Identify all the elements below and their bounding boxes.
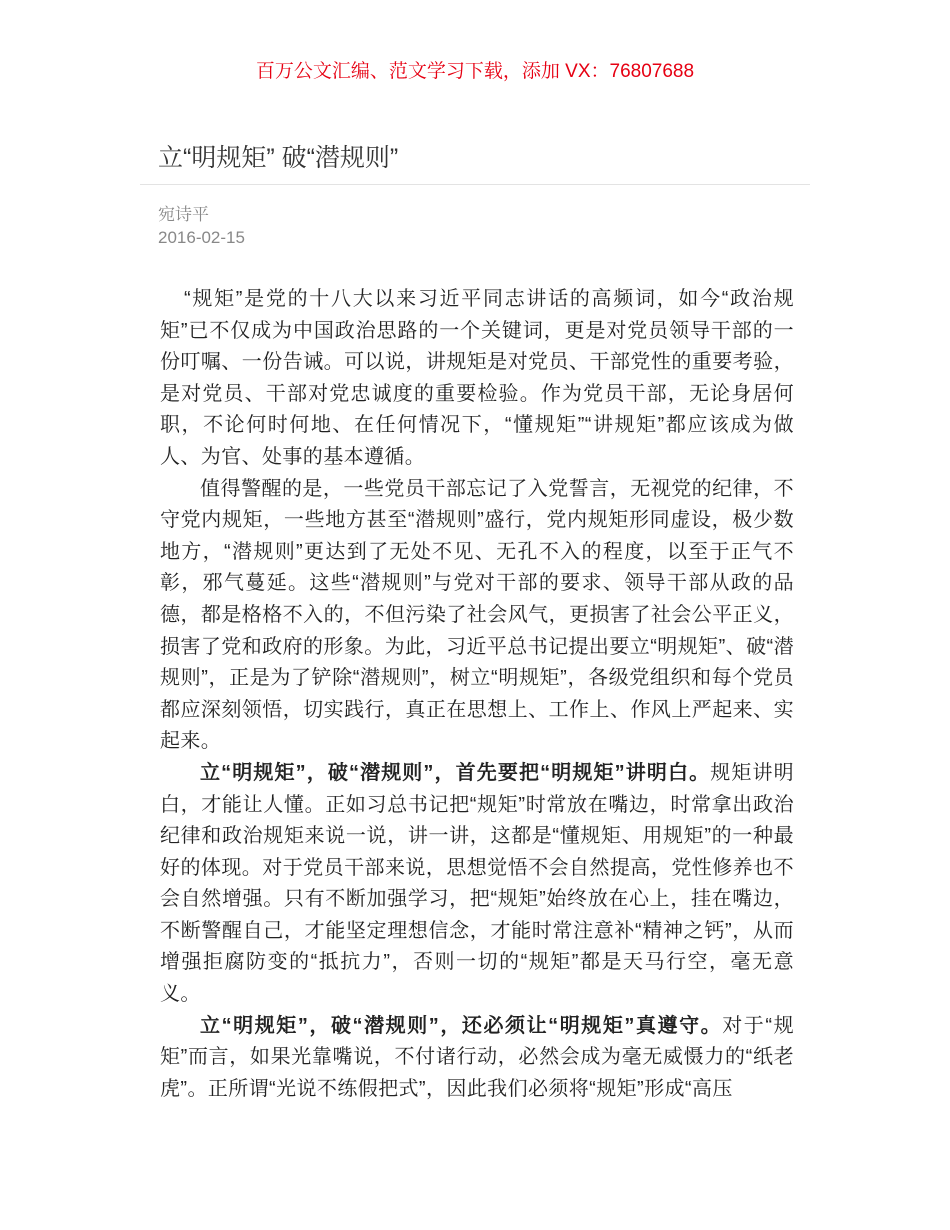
article-meta <box>158 203 245 249</box>
paragraph <box>160 474 794 758</box>
download-banner: 百万公文汇编、范文学习下载，添加 VX：76807688 <box>255 61 695 82</box>
paragraph-text: “规矩”是党的十八大以来习近平同志讲话的高频词，如今“政治规矩”已不仅成为中国政治思路的一个关键词，更是对党员领导干部的一份叮嘱、一份告诫。可以说，讲规矩是对党员、干部党性的重要考验，是对党员、干部对党忠诚度的重要检验。作为党员干部，无论身居何职，不论何时何地、在任何情况下，“懂规矩”“讲规矩”都应该成为做人、为官、处事的基本遵循。 <box>160 288 794 468</box>
article-title: 立“明规矩” 破“潜规则” <box>158 144 399 172</box>
paragraph-text: 规矩讲明白，才能让人懂。正如习总书记把“规矩”时常放在嘴边，时常拿出政治纪律和政治规矩来说一说，讲一讲，这都是“懂规矩、用规矩”的一种最好的体现。对于党员干部来说，思想觉悟不会自然提高，党性修养也不会自然增强。只有不断加强学习，把“规矩”始终放在心上，挂在嘴边，不断警醒自己，才能坚定理想信念，才能时常注意补“精神之钙”，从而增强拒腐防变的“抵抗力”，否则一切的“规矩”都是天马行空，毫无意义。 <box>160 761 794 1006</box>
paragraph <box>160 284 794 474</box>
paragraph-text: 对于“规矩”而言，如果光靠嘴说，不付诸行动，必然会成为毫无威慑力的“纸老虎”。正所谓“光说不练假把式”，因此我们必须将“规矩”形成“高压 <box>160 1014 794 1100</box>
paragraph-text: 值得警醒的是，一些党员干部忘记了入党誓言，无视党的纪律，不守党内规矩，一些地方甚至“潜规则”盛行，党内规矩形同虚设，极少数地方，“潜规则”更达到了无处不见、无孔不入的程度，以至于正气不彰，邪气蔓延。这些“潜规则”与党对干部的要求、领导干部从政的品德，都是格格不入的，不但污染了社会风气，更损害了社会公平正义，损害了党和政府的形象。为此，习近平总书记提出要立“明规矩”、破“潜规则”，正是为了铲除“潜规则”，树立“明规矩”，各级党组织和每个党员都应深刻领悟，切实践行，真正在思想上、工作上、作风上严起来、实起来。 <box>160 477 794 753</box>
paragraph-lead: 立“明规矩”，破“潜规则”，首先要把“明规矩”讲明白。 <box>200 761 711 784</box>
paragraph <box>160 1011 794 1106</box>
article-body <box>160 284 794 1105</box>
article-author: 宛诗平 <box>158 205 209 224</box>
article-date: 2016-02-15 <box>158 228 245 247</box>
title-divider <box>140 184 810 185</box>
paragraph <box>160 758 794 1011</box>
paragraph-lead: 立“明规矩”，破“潜规则”，还必须让“明规矩”真遵守。 <box>200 1014 723 1037</box>
